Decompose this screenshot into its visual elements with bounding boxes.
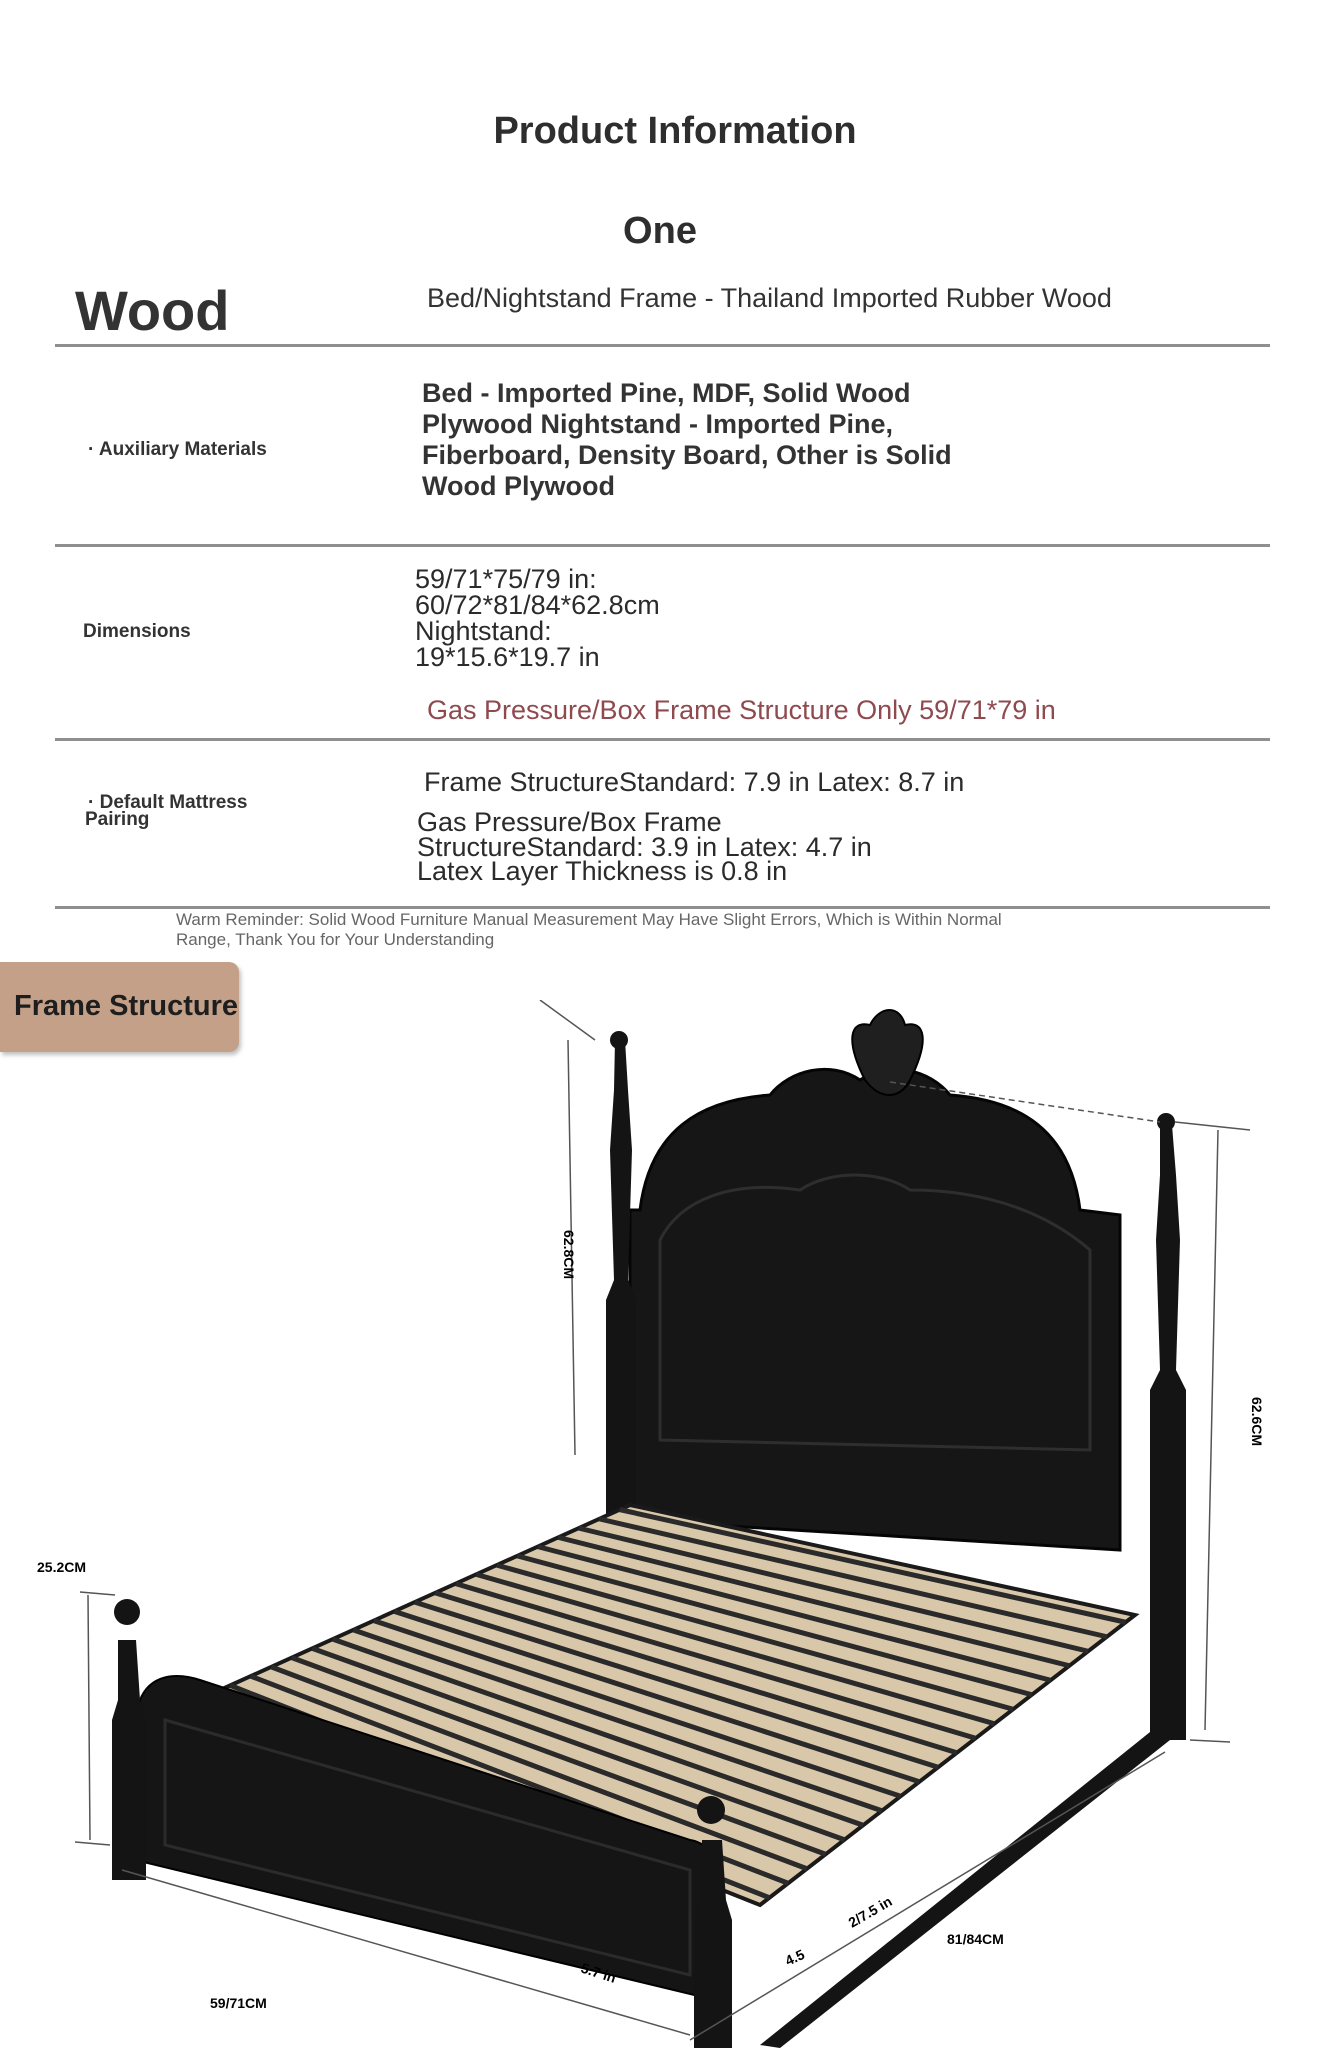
reminder-line: Range, Thank You for Your Understanding	[176, 930, 495, 949]
measurement-rail-gap: 4.5	[782, 1945, 807, 1969]
measurement-side-rail: 2/7.5 in	[845, 1893, 895, 1931]
front-left-post	[112, 1640, 146, 1880]
mattress-gas-value	[417, 807, 977, 886]
post-finial	[697, 1796, 725, 1824]
measurement-leg-height: 5.7 in	[579, 1959, 619, 1986]
frame-structure-label: Frame Structure	[14, 990, 239, 1022]
post-finial	[610, 1031, 628, 1049]
mattress-gas-line: StructureStandard: 3.9 in Latex: 4.7 in	[417, 831, 872, 862]
page-subtitle: One	[623, 210, 697, 252]
mattress-label: · Default Mattress	[88, 792, 248, 813]
measurement-length: 81/84CM	[947, 1931, 1004, 1947]
dimensions-line: 19*15.6*19.7 in	[415, 642, 600, 672]
mattress-label-cont: Pairing	[85, 809, 150, 830]
row-divider	[55, 906, 1270, 909]
row-divider	[55, 344, 1270, 347]
row-divider	[55, 544, 1270, 547]
wood-value: Bed/Nightstand Frame - Thailand Imported Rubber Wood	[427, 283, 1112, 313]
measurement-width: 59/71CM	[210, 1995, 267, 2011]
mattress-gas-line: Latex Layer Thickness is 0.8 in	[417, 856, 788, 886]
mattress-gas-line: Gas Pressure/Box Frame	[417, 807, 722, 837]
auxiliary-label: · Auxiliary Materials	[88, 439, 267, 460]
dimensions-value	[415, 566, 660, 670]
measurement-right-post: 62.6CM	[1249, 1397, 1265, 1447]
dimensions-line: Nightstand:	[415, 616, 552, 646]
row-divider	[55, 738, 1270, 741]
measurement-foot-height: 25.2CM	[37, 1559, 87, 1575]
auxiliary-line: Plywood Nightstand - Imported Pine,	[422, 409, 894, 439]
auxiliary-value	[422, 378, 982, 502]
back-right-post	[1150, 1125, 1186, 1740]
auxiliary-line: Bed - Imported Pine, MDF, Solid Wood	[422, 378, 911, 408]
auxiliary-line: Fiberboard, Density Board, Other is Solid	[422, 440, 952, 470]
dimensions-label: Dimensions	[83, 621, 191, 642]
bed-illustration	[0, 1000, 1322, 2048]
wood-label: Wood	[75, 279, 230, 342]
warm-reminder	[176, 910, 1136, 950]
headboard	[630, 1069, 1120, 1550]
measurement-left-post: 62.8CM	[561, 1230, 577, 1280]
page-title: Product Information	[493, 110, 857, 152]
mattress-frame-line: Frame StructureStandard: 7.9 in Latex: 8.7 in	[424, 767, 965, 797]
post-finial	[114, 1599, 140, 1625]
auxiliary-line: Wood Plywood	[422, 471, 615, 501]
bed-frame	[112, 1010, 1186, 2048]
dimensions-line: 60/72*81/84*62.8cm	[415, 590, 660, 620]
reminder-line: Warm Reminder: Solid Wood Furniture Manual Measurement May Have Slight Errors, Which is Within Normal	[176, 910, 1002, 929]
dimensions-note: Gas Pressure/Box Frame Structure Only 59/71*79 in	[427, 695, 1056, 725]
dimensions-line: 59/71*75/79 in:	[415, 564, 597, 594]
